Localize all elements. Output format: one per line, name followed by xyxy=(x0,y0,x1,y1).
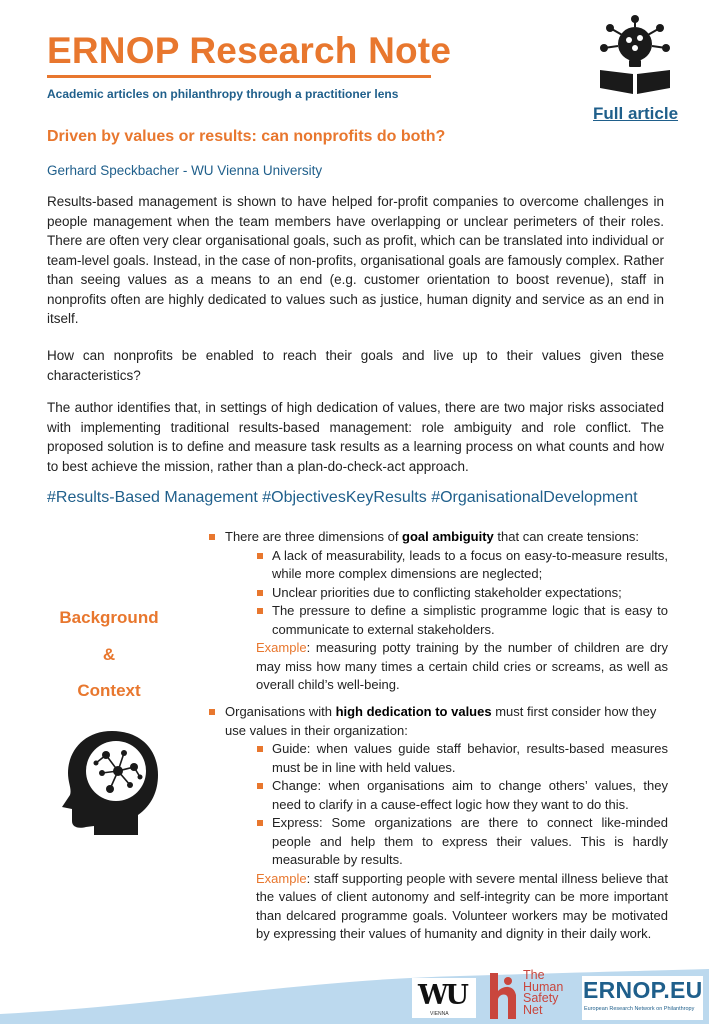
sub-list-item: Express: Some organizations are there to connect like-minded people and help them to express their values. This is hardly measurable by results. xyxy=(208,814,668,870)
ernop-logo-subtext: European Research Network on Philanthropy xyxy=(584,1006,695,1012)
list-item: There are three dimensions of goal ambiguity that can create tensions: xyxy=(208,528,668,547)
section-heading-background: Background xyxy=(59,608,159,627)
sub-list-item: Guide: when values guide staff behavior, results-based measures must be in line with held values. xyxy=(208,740,668,777)
list-item: Organisations with high dedication to values must first consider how they use values in their organization: xyxy=(208,703,668,740)
section-heading-ampersand: & xyxy=(102,645,116,664)
section-heading-context: Context xyxy=(77,681,141,700)
full-article-link[interactable]: Full article xyxy=(593,104,679,123)
paragraph: The author identifies that, in settings of high dedication of values, there are two major risks associated with implementing traditional results-based management: role ambiguity and role conflict. The proposed solution is to define and measure task results as a learning process on what counts and how to best achieve the mission, rather than a plan-do-check-act approach. xyxy=(47,400,664,474)
book-lightbulb-icon xyxy=(596,14,674,98)
head-network-icon xyxy=(60,727,160,835)
paragraph: How can nonprofits be enabled to reach their goals and live up to their values given these characteristics? xyxy=(47,348,664,383)
wu-logo-subtext: VIENNA xyxy=(430,1011,449,1017)
sub-list-item: Unclear priorities due to conflicting stakeholder expectations; xyxy=(208,584,668,603)
hashtags: #Results-Based Management #ObjectivesKeyResults #OrganisationalDevelopment xyxy=(47,489,638,506)
ernop-logo: ERNOP.EU xyxy=(583,977,703,1003)
sub-list-item: A lack of measurability, leads to a focus on easy-to-measure results, while more complex dimensions are neglected; xyxy=(208,547,668,584)
article-headline: Driven by values or results: can nonprofits do both? xyxy=(47,128,446,145)
example-text: Example: measuring potty training by the number of children are dry may miss how many times a certain child cries or screams, as well as overall child’s well-being. xyxy=(256,640,668,692)
title-underline xyxy=(47,75,431,78)
human-safety-net-text: The Human Safety Net xyxy=(523,968,564,1017)
example-text: Example: staff supporting people with severe mental illness believe that the values of client autonomy and self-integrity can be more important than delcared programme goals. Volunteer workers may be motivated by expressing their values of humanity and dignity in their daily work. xyxy=(256,870,668,941)
sub-list-item: The pressure to define a simplistic programme logic that is easy to communicate to external stakeholders. xyxy=(208,602,668,639)
values-dedication-list xyxy=(208,703,668,944)
sub-list-item: Change: when organisations aim to change others’ values, they need to clarify in a cause-effect logic how they want to do this. xyxy=(208,777,668,814)
page-subtitle: Academic articles on philanthropy through a practitioner lens xyxy=(47,87,399,101)
article-author: Gerhard Speckbacher - WU Vienna University xyxy=(47,163,323,178)
wu-logo-text: WU xyxy=(418,980,466,1011)
goal-ambiguity-list xyxy=(208,528,668,695)
human-safety-net-logo xyxy=(484,969,528,1021)
paragraph: Results-based management is shown to have helped for-profit companies to overcome challenges in people management when the team members have overlapping or unclear perimeters of their roles. There are often very clear organisational goals, such as profit, which can be translated into individual or team-level goals. Instead, in the case of non-profits, organisational goals are famously complex. Rather than seeing values as a means to an end (e.g. customer orientation to boost revenue), staff in nonprofits often are highly dedicated to values such as justice, human dignity and service as an end in itself. xyxy=(47,194,664,326)
page-title: ERNOP Research Note xyxy=(47,30,452,71)
